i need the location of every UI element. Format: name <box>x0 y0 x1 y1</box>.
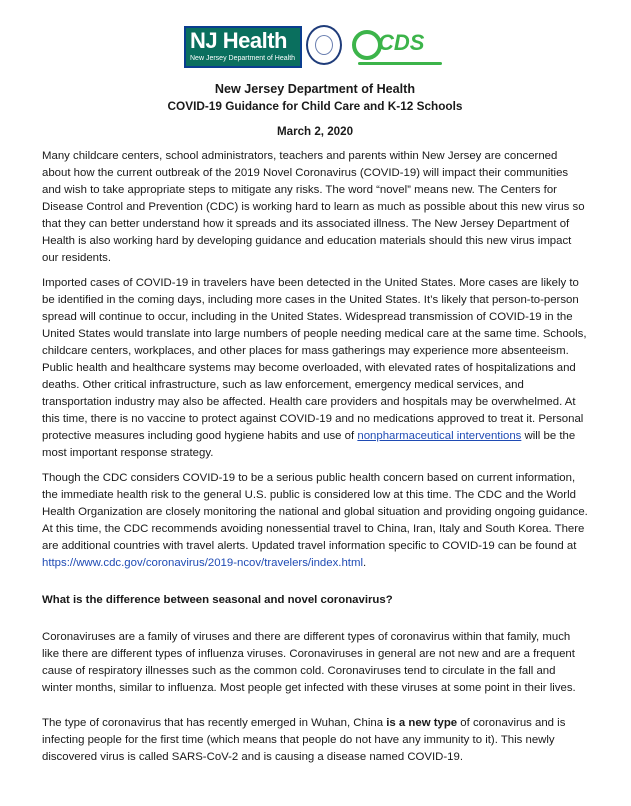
paragraph-new-type-text: The type of coronavirus that has recently emerged in Wuhan, China <box>42 717 387 729</box>
paragraph-new-type-bold: is a new type <box>386 717 458 729</box>
paragraph-new-type <box>42 715 588 766</box>
paragraph-intro: Many childcare centers, school administrators, teachers and parents within New Jersey are concerned about how the current outbreak of the 2019 Novel Coronavirus (COVID-19) will impact their communities and wish to take appropriate steps to mitigate any risks. The word “novel” means new. The Centers for Disease Control and Prevention (CDC) is working hard to learn as much as possible about this new virus so that they can better understand how it spreads and its associated illness. The New Jersey Department of Health is also working hard by developing guidance and education materials should this new virus impact our residents. <box>42 150 585 264</box>
cds-underline <box>358 62 442 65</box>
document-content <box>42 80 588 774</box>
seal-inner-ring <box>315 35 333 55</box>
paragraph-coronavirus-family: Coronaviruses are a family of viruses and there are different types of coronavirus within that family, much like there are different types of influenza viruses. Coronaviruses in general are not new and are a frequent cause of respiratory illnesses such as the common cold. Coronaviruses tend to circulate in the fall and winter months, similar to influenza. Most people get infected with these viruses at some point in their lives. <box>42 631 576 694</box>
document-title: New Jersey Department of Health <box>214 82 416 96</box>
nj-seal-icon <box>306 25 342 65</box>
paragraph-cdc-risk-tail: . <box>362 557 367 569</box>
paragraph-cdc-risk <box>42 470 588 572</box>
cds-logo <box>352 24 444 70</box>
cdc-travel-link[interactable]: https://www.cdc.gov/coronavirus/2019-ncov/travelers/index.html <box>42 557 363 569</box>
paragraph-imported-cases-text: Imported cases of COVID-19 in travelers have been detected in the United States. More cases are likely to be identified in the coming days, including more cases in the United States. It’s likely that person-to-person spread will continue to occur, including in the United States. Widespread transmission of COVID-19 in the United States would translate into large numbers of people needing medical care at the same time. Schools, childcare centers, workplaces, and other places for mass gatherings may experience more absenteeism. Public health and healthcare systems may become overloaded, with elevated rates of hospitalizations and deaths. Other critical infrastructure, such as law enforcement, emergency medical services, and transportation industry may also be affected. Health care providers and hospitals may be overwhelmed. At this time, there is no vaccine to protect against COVID-19 and no medications approved to treat it. Personal protective measures including good hygiene habits and use of <box>42 277 587 442</box>
document-date: March 2, 2020 <box>276 125 354 138</box>
paragraph-cdc-risk-text: Though the CDC considers COVID-19 to be a serious public health concern based on current information, the immediate health risk to the general U.S. public is considered low at this time. The CDC and the World Health Organization are closely monitoring the national and global situation and providing ongoing guidance. At this time, the CDC recommends avoiding nonessential travel to China, Iran, Italy and South Korea. There are additional countries with travel alerts. Updated travel information specific to COVID-19 can be found at <box>42 472 588 552</box>
paragraph-new-type-tail: of coronavirus and is infecting people for the first time (which means that people do not have any immunity to it). This newly discovered virus is called SARS-CoV-2 and is causing a disease named COVID-19. <box>42 717 566 763</box>
paragraph-imported-cases-tail: will be the most important response strategy. <box>42 430 576 459</box>
cds-logo-text: CDS <box>378 30 425 55</box>
nj-health-logo <box>184 26 302 68</box>
nj-health-logo-text: NJ Health <box>190 28 287 53</box>
document-subtitle: COVID-19 Guidance for Child Care and K-12 Schools <box>167 99 463 113</box>
section-heading-seasonal-vs-novel: What is the difference between seasonal and novel coronavirus? <box>42 594 393 606</box>
nonpharmaceutical-interventions-link[interactable]: nonpharmaceutical interventions <box>357 430 522 442</box>
paragraph-imported-cases <box>42 275 588 462</box>
nj-health-logo-subtext: New Jersey Department of Health <box>190 55 296 62</box>
header-logos <box>0 22 631 72</box>
